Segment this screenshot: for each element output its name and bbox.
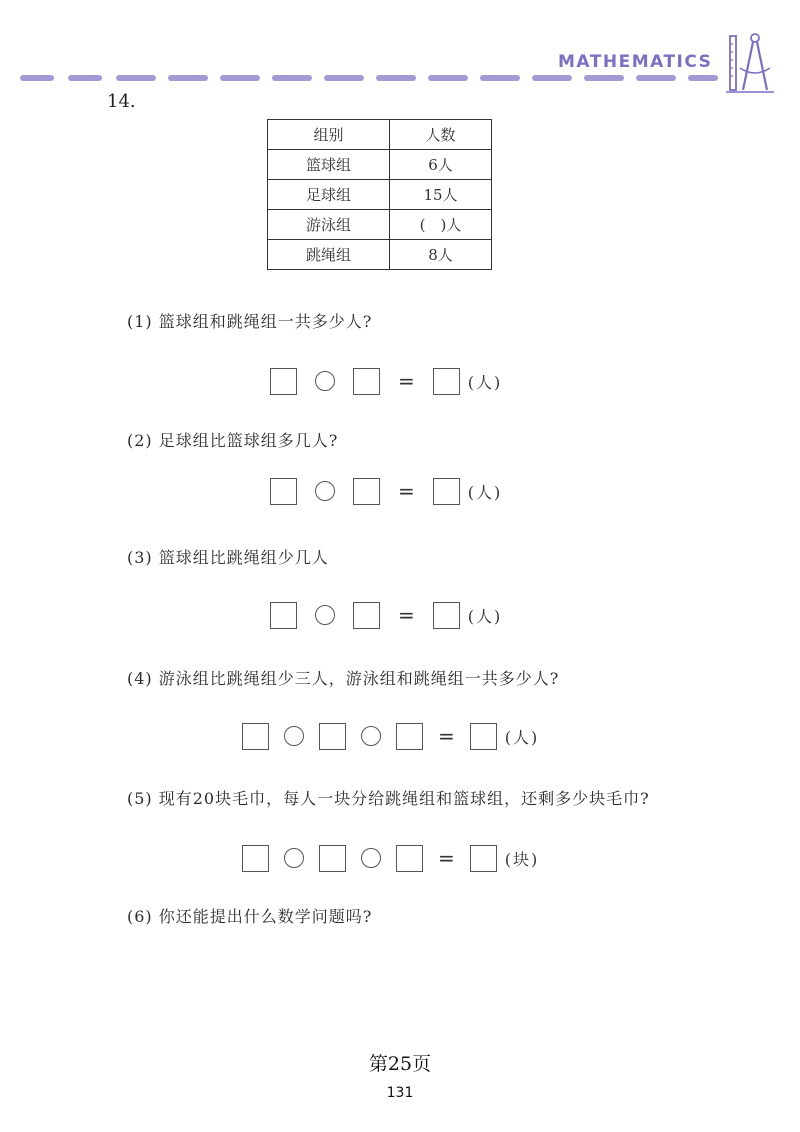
table-cell: 跳绳组 bbox=[268, 240, 390, 270]
equals-sign: = bbox=[438, 846, 455, 870]
question-4: (4) 游泳组比跳绳组少三人，游泳组和跳绳组一共多少人? bbox=[127, 669, 560, 688]
table-cell: 15人 bbox=[390, 180, 492, 210]
answer-box[interactable] bbox=[353, 478, 380, 505]
table-header: 人数 bbox=[390, 120, 492, 150]
table-row bbox=[268, 210, 492, 240]
header-dash-line bbox=[20, 75, 720, 81]
operator-circle[interactable] bbox=[315, 605, 335, 625]
operator-circle[interactable] bbox=[315, 481, 335, 501]
table-cell: 游泳组 bbox=[268, 210, 390, 240]
table-cell: 8人 bbox=[390, 240, 492, 270]
table-row bbox=[268, 150, 492, 180]
unit-label: (人) bbox=[467, 482, 503, 502]
equation-5 bbox=[242, 841, 539, 875]
answer-box[interactable] bbox=[433, 602, 460, 629]
operator-circle[interactable] bbox=[284, 726, 304, 746]
equals-sign: = bbox=[438, 724, 455, 748]
compass-ruler-icon bbox=[724, 30, 776, 96]
answer-box[interactable] bbox=[242, 723, 269, 750]
equation-1 bbox=[270, 364, 502, 398]
answer-box[interactable] bbox=[396, 845, 423, 872]
table-row bbox=[268, 240, 492, 270]
unit-label: (人) bbox=[467, 372, 503, 392]
table-cell: 篮球组 bbox=[268, 150, 390, 180]
table-cell: ( )人 bbox=[390, 210, 492, 240]
equation-4 bbox=[242, 719, 539, 753]
problem-number: 14. bbox=[107, 91, 136, 112]
answer-box[interactable] bbox=[433, 368, 460, 395]
table-cell: 6人 bbox=[390, 150, 492, 180]
answer-box[interactable] bbox=[270, 368, 297, 395]
unit-label: (人) bbox=[467, 606, 503, 626]
operator-circle[interactable] bbox=[361, 848, 381, 868]
table-header: 组别 bbox=[268, 120, 390, 150]
answer-box[interactable] bbox=[319, 723, 346, 750]
operator-circle[interactable] bbox=[315, 371, 335, 391]
answer-box[interactable] bbox=[470, 845, 497, 872]
equals-sign: = bbox=[398, 369, 415, 393]
equation-3 bbox=[270, 598, 502, 632]
operator-circle[interactable] bbox=[361, 726, 381, 746]
groups-table bbox=[267, 119, 492, 270]
table-row bbox=[268, 180, 492, 210]
answer-box[interactable] bbox=[319, 845, 346, 872]
answer-box[interactable] bbox=[433, 478, 460, 505]
answer-box[interactable] bbox=[353, 602, 380, 629]
unit-label: (人) bbox=[504, 727, 540, 747]
answer-box[interactable] bbox=[270, 602, 297, 629]
answer-box[interactable] bbox=[353, 368, 380, 395]
question-2: (2) 足球组比篮球组多几人? bbox=[127, 431, 339, 450]
unit-label: (块) bbox=[504, 849, 540, 869]
answer-box[interactable] bbox=[396, 723, 423, 750]
question-5: (5) 现有20块毛巾，每人一块分给跳绳组和篮球组，还剩多少块毛巾? bbox=[127, 789, 650, 808]
equation-2 bbox=[270, 474, 502, 508]
table-header-row bbox=[268, 120, 492, 150]
table-cell: 足球组 bbox=[268, 180, 390, 210]
header-brand: MATHEMATICS bbox=[558, 52, 713, 72]
equals-sign: = bbox=[398, 479, 415, 503]
answer-box[interactable] bbox=[270, 478, 297, 505]
operator-circle[interactable] bbox=[284, 848, 304, 868]
question-1: (1) 篮球组和跳绳组一共多少人? bbox=[127, 312, 373, 331]
question-3: (3) 篮球组比跳绳组少几人 bbox=[127, 548, 329, 567]
page-number: 131 bbox=[386, 1085, 414, 1101]
equals-sign: = bbox=[398, 603, 415, 627]
page-label: 第25页 bbox=[368, 1053, 432, 1075]
answer-box[interactable] bbox=[470, 723, 497, 750]
question-6: (6) 你还能提出什么数学问题吗? bbox=[127, 907, 373, 926]
answer-box[interactable] bbox=[242, 845, 269, 872]
